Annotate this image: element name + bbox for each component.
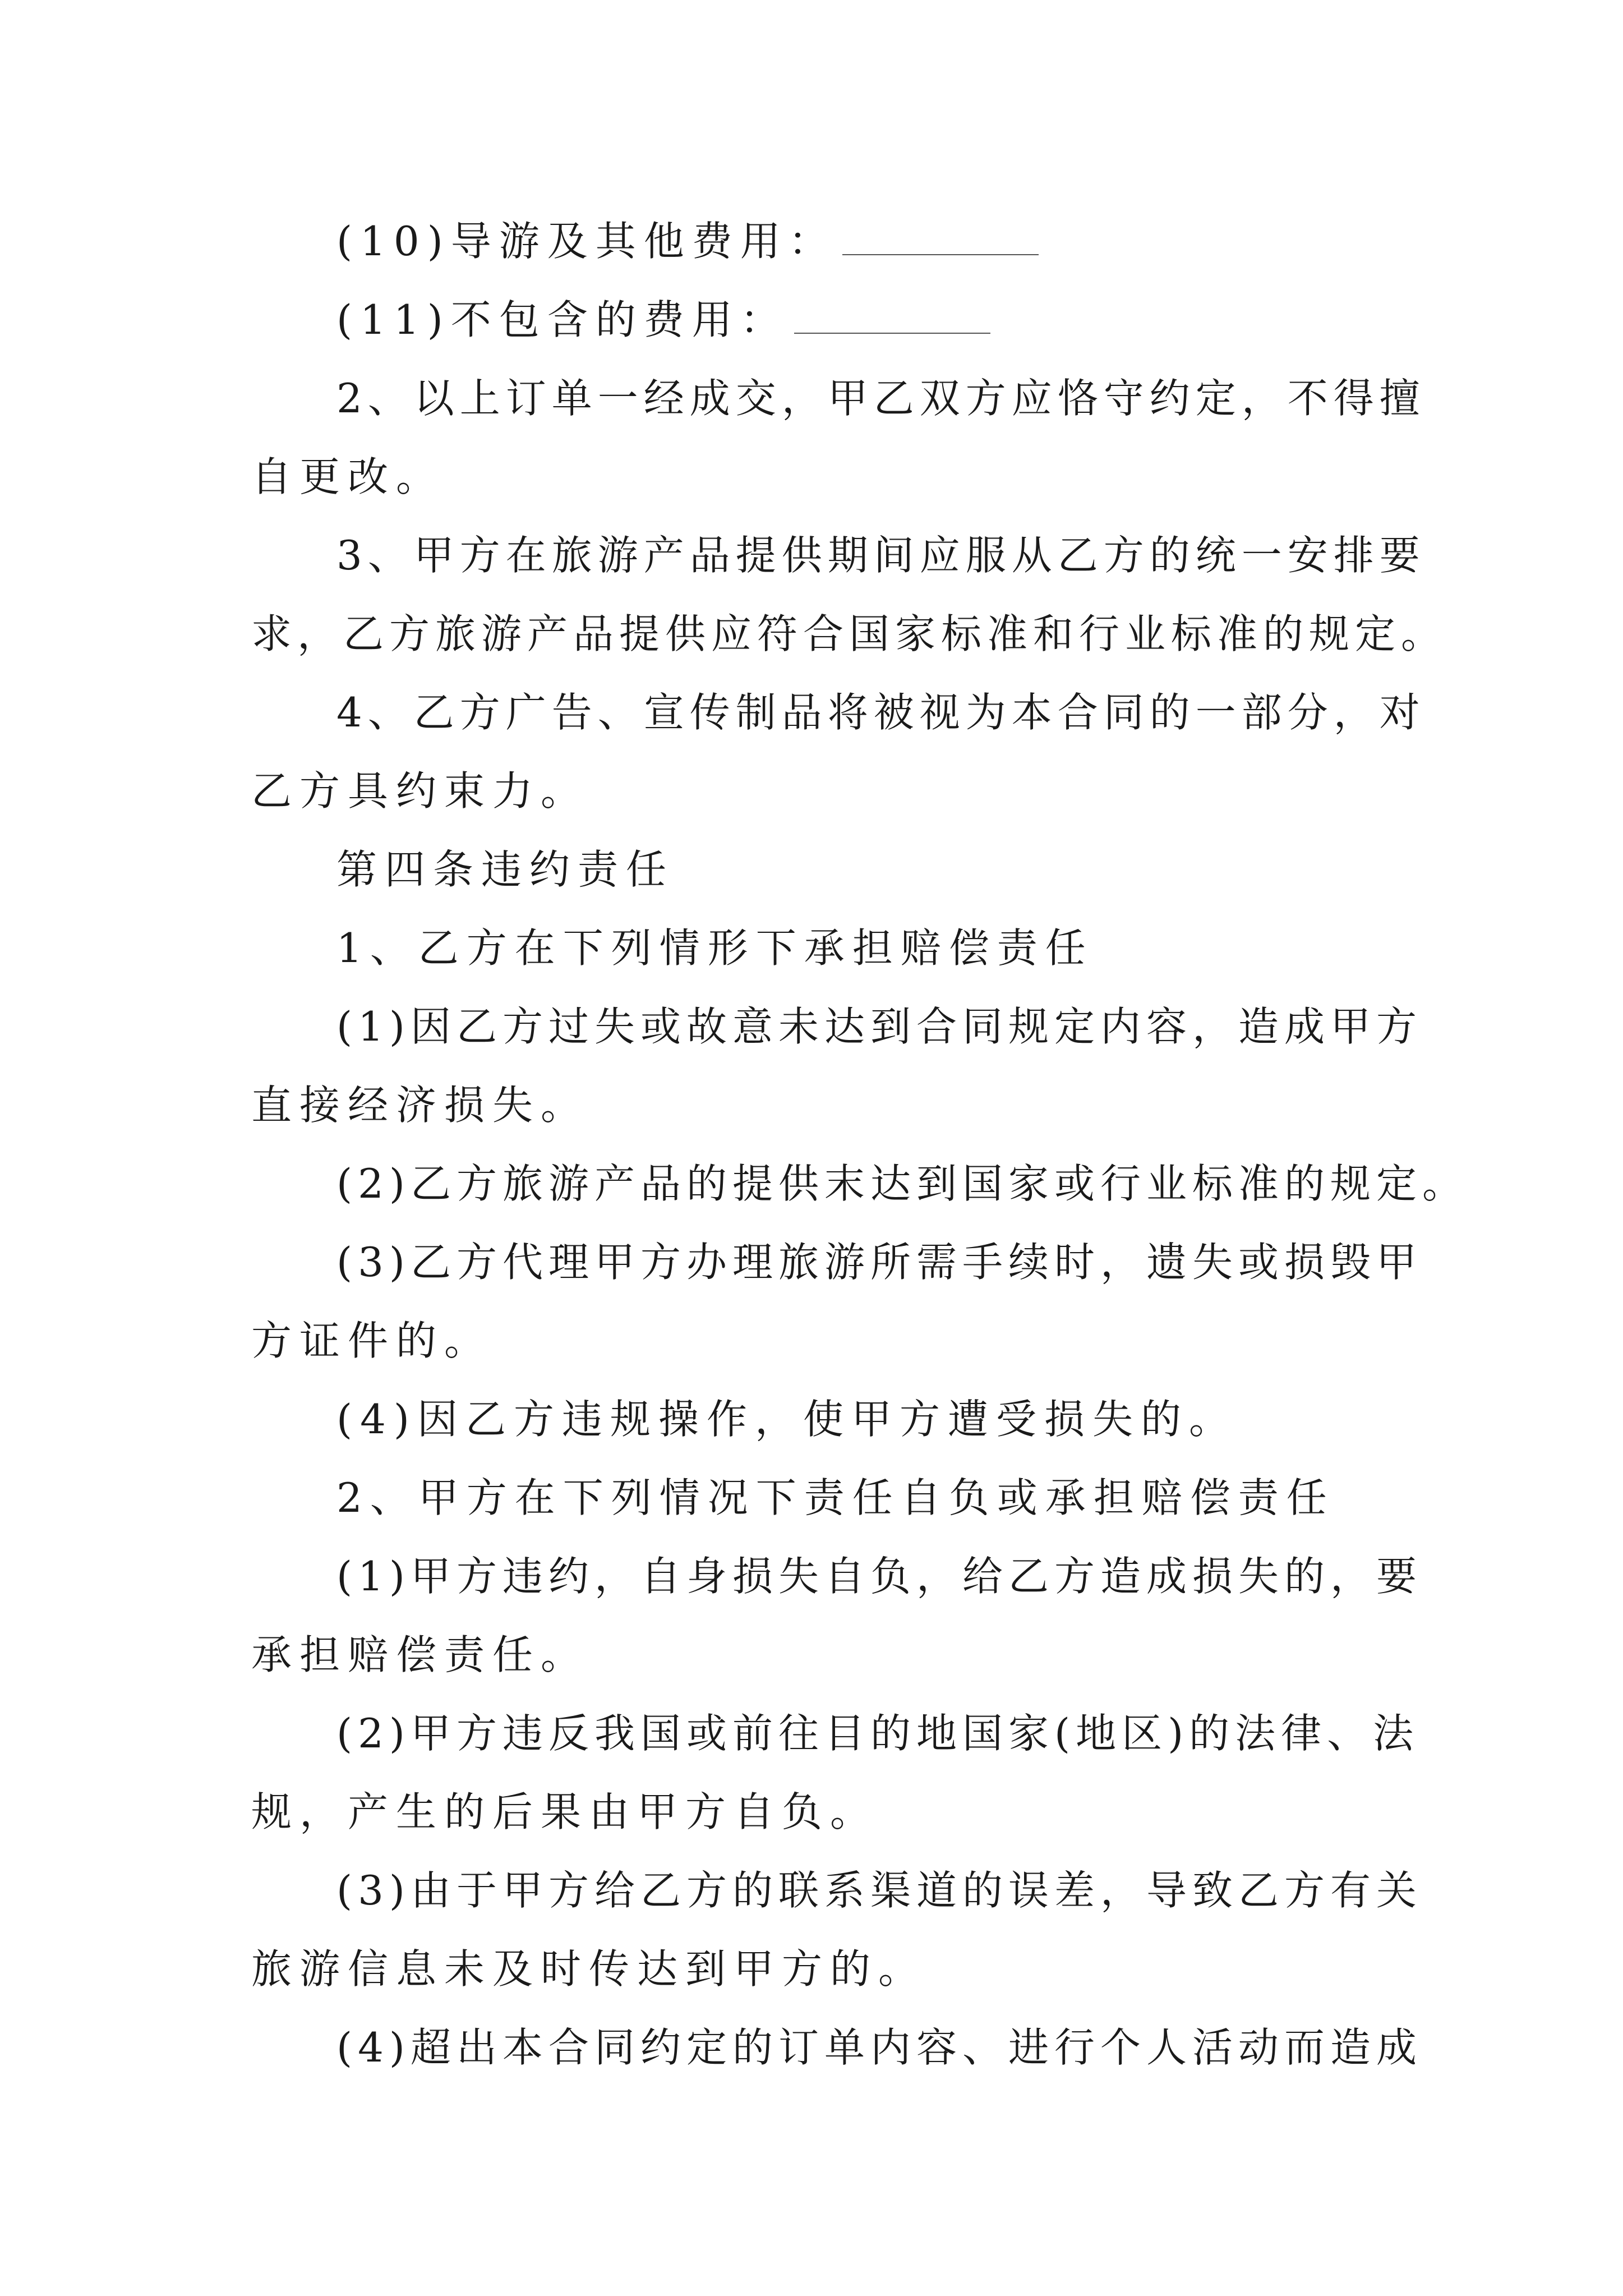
paragraph-line: 规，产生的后果由甲方自负。 xyxy=(251,1788,879,1835)
paragraph-line: (10)导游及其他费用： xyxy=(251,202,1384,280)
paragraph-line: 方证件的。 xyxy=(251,1317,493,1364)
paragraph-line: 乙方具约束力。 xyxy=(251,767,589,815)
paragraph-line: (2)乙方旅游产品的提供末达到国家或行业标准的规定。 xyxy=(336,1160,1468,1207)
paragraph-line: 直接经济损失。 xyxy=(251,1082,589,1129)
paragraph-line: (4)超出本合同约定的订单内容、进行个人活动而造成 xyxy=(336,2024,1422,2071)
paragraph-line: (3)乙方代理甲方办理旅游所需手续时，遗失或损毁甲 xyxy=(336,1239,1422,1286)
paragraph-line: 旅游信息未及时传达到甲方的。 xyxy=(251,1945,927,1993)
paragraph-line: (1)因乙方过失或故意未达到合同规定内容，造成甲方 xyxy=(336,1003,1422,1050)
paragraph-line: 4、乙方广告、宣传制品将被视为本合同的一部分，对 xyxy=(336,689,1426,736)
section-heading: 第四条违约责任 xyxy=(336,846,675,893)
paragraph-line: (4)因乙方违规操作，使甲方遭受损失的。 xyxy=(336,1396,1237,1443)
paragraph-line: 承担赔偿责任。 xyxy=(251,1631,589,1678)
paragraph-line: (1)甲方违约，自身损失自负，给乙方造成损失的，要 xyxy=(336,1553,1422,1600)
paragraph-line: (11)不包含的费用： xyxy=(251,280,1384,359)
paragraph-line: (2)甲方违反我国或前往目的地国家(地区)的法律、法 xyxy=(336,1710,1419,1757)
document-page xyxy=(251,202,1468,2087)
fill-in-blank xyxy=(842,220,1039,255)
paragraph-line: 2、以上订单一经成交，甲乙双方应恪守约定，不得擅 xyxy=(336,375,1426,422)
paragraph-line: (3)由于甲方给乙方的联系渠道的误差，导致乙方有关 xyxy=(336,1867,1422,1914)
paragraph-line: 2、甲方在下列情况下责任自负或承担赔偿责任 xyxy=(336,1474,1335,1521)
paragraph-line: 3、甲方在旅游产品提供期间应服从乙方的统一安排要 xyxy=(336,532,1426,579)
paragraph-line: 1、乙方在下列情形下承担赔偿责任 xyxy=(336,924,1094,972)
fill-in-blank xyxy=(794,299,990,334)
paragraph-line: 自更改。 xyxy=(251,453,445,500)
paragraph-line: 求，乙方旅游产品提供应符合国家标准和行业标准的规定。 xyxy=(251,610,1447,657)
